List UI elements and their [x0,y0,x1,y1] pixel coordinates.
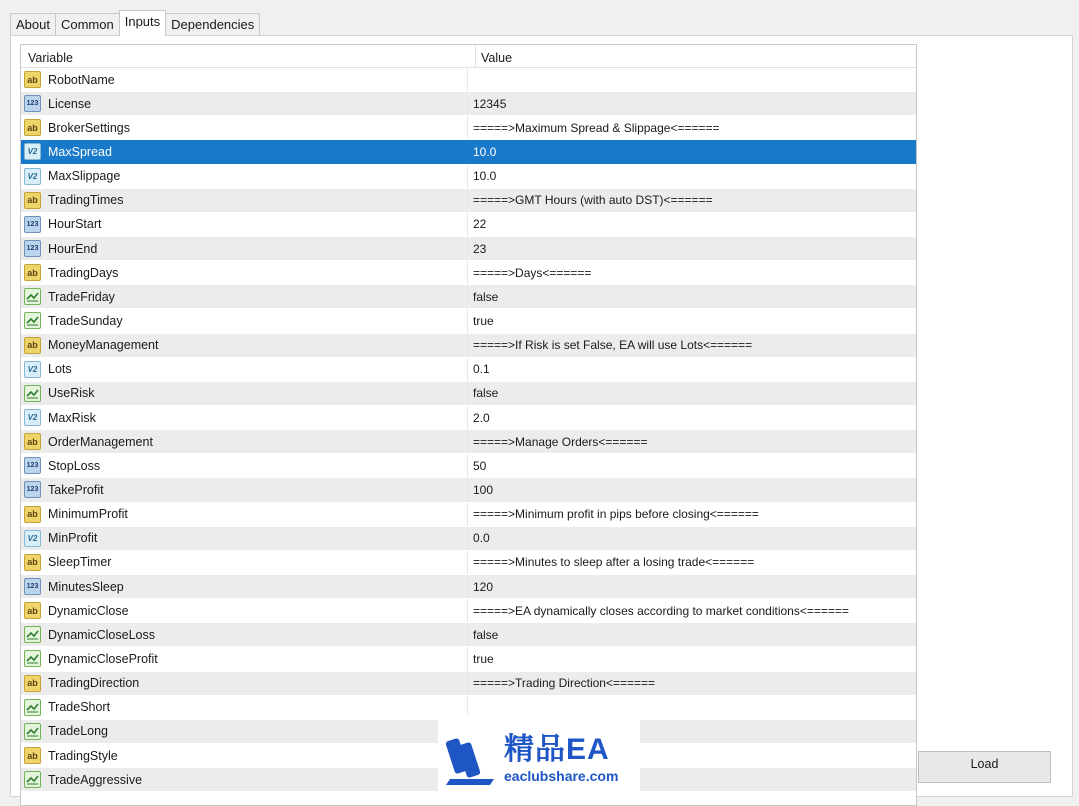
table-row[interactable] [21,478,916,502]
value-cell[interactable]: 12345 [473,96,507,111]
value-cell[interactable]: =====>GMT Hours (with auto DST)<====== [473,193,713,208]
table-row[interactable] [21,309,916,333]
integer-type-icon: 123 [24,481,41,498]
table-row[interactable] [21,358,916,382]
load-button[interactable]: Load [918,751,1051,783]
variable-cell [21,551,468,574]
bool-type-icon [24,650,41,667]
variable-name: TradeSunday [48,313,123,328]
table-row[interactable] [21,406,916,430]
value-cell[interactable]: =====>Minutes to sleep after a losing trade<====== [473,555,755,570]
table-row[interactable] [21,285,916,309]
variable-cell [21,623,468,646]
bool-type-icon [24,699,41,716]
variable-cell [21,503,468,526]
table-row[interactable] [21,382,916,406]
variable-cell [21,527,468,550]
table-row[interactable] [21,551,916,575]
grid-rows [21,68,916,792]
variable-name: MaxSpread [48,144,112,159]
variable-cell [21,575,468,598]
bool-type-icon [24,288,41,305]
string-type-icon: ab [24,554,41,571]
string-type-icon: ab [24,506,41,523]
string-type-icon: ab [24,119,41,136]
value-cell[interactable]: 120 [473,579,494,594]
variable-cell [21,478,468,501]
variable-name: BrokerSettings [48,120,130,135]
table-row[interactable] [21,213,916,237]
string-type-icon: ab [24,675,41,692]
value-cell[interactable]: 23 [473,241,487,256]
value-cell[interactable]: false [473,289,499,304]
value-cell[interactable]: =====>Trading Direction<====== [473,676,656,691]
value-cell[interactable]: =====>Maximum Spread & Slippage<====== [473,120,720,135]
variable-name: TradeLong [48,724,108,739]
variable-cell [21,430,468,453]
value-cell[interactable]: true [473,651,494,666]
column-header-value[interactable]: Value [481,51,513,65]
variable-name: TradeFriday [48,289,115,304]
variable-name: MinutesSleep [48,579,124,594]
variable-cell [21,92,468,115]
variable-name: UseRisk [48,386,95,401]
string-type-icon: ab [24,192,41,209]
value-cell[interactable]: =====>Manage Orders<====== [473,434,648,449]
variable-cell [21,454,468,477]
value-cell[interactable]: 100 [473,482,494,497]
table-row[interactable] [21,189,916,213]
variable-cell [21,309,468,332]
variable-name: MinProfit [48,531,98,546]
table-row[interactable] [21,92,916,116]
variable-name: DynamicCloseProfit [48,651,158,666]
integer-type-icon: 123 [24,240,41,257]
variable-cell [21,140,468,163]
value-cell[interactable]: true [473,313,494,328]
variable-name: TradingDirection [48,676,140,691]
double-type-icon: V2 [24,168,41,185]
tab-dependencies[interactable]: Dependencies [165,13,260,36]
watermark [438,715,640,802]
string-type-icon: ab [24,337,41,354]
double-type-icon: V2 [24,361,41,378]
tab-about[interactable]: About [10,13,56,36]
double-type-icon: V2 [24,409,41,426]
value-cell[interactable]: 22 [473,217,487,232]
variable-name: MinimumProfit [48,507,128,522]
variable-name: SleepTimer [48,555,112,570]
inputs-grid [20,44,917,806]
bool-type-icon [24,385,41,402]
value-cell[interactable]: 2.0 [473,410,490,425]
variable-cell [21,68,468,91]
value-cell[interactable]: =====>If Risk is set False, EA will use Lots<====== [473,338,753,353]
variable-cell [21,213,468,236]
value-cell[interactable]: 50 [473,458,487,473]
string-type-icon: ab [24,602,41,619]
watermark-url: eaclubshare.com [504,767,619,784]
value-cell[interactable]: =====>Days<====== [473,265,592,280]
variable-cell [21,237,468,260]
table-row[interactable] [21,575,916,599]
variable-cell [21,599,468,622]
table-row[interactable] [21,261,916,285]
variable-name: MaxSlippage [48,169,121,184]
variable-name: TradingDays [48,265,119,280]
tab-inputs[interactable]: Inputs [119,10,166,36]
table-row[interactable] [21,647,916,671]
variable-name: MoneyManagement [48,338,159,353]
value-cell[interactable]: =====>Minimum profit in pips before closing<====== [473,507,759,522]
table-row[interactable] [21,68,916,92]
inputs-panel [10,35,1073,797]
variable-cell [21,720,468,743]
string-type-icon: ab [24,433,41,450]
variable-name: DynamicClose [48,603,129,618]
value-cell[interactable]: false [473,386,499,401]
table-row[interactable] [21,672,916,696]
variable-name: Lots [48,362,72,377]
table-row[interactable] [21,599,916,623]
integer-type-icon: 123 [24,95,41,112]
variable-cell [21,768,468,791]
value-cell[interactable]: 0.0 [473,531,490,546]
value-cell[interactable]: false [473,627,499,642]
bool-type-icon [24,723,41,740]
tab-common[interactable]: Common [55,13,120,36]
integer-type-icon: 123 [24,578,41,595]
string-type-icon: ab [24,71,41,88]
table-row[interactable] [21,237,916,261]
variable-cell [21,744,468,767]
table-row[interactable] [21,334,916,358]
variable-name: HourEnd [48,241,98,256]
variable-name: TradeShort [48,700,111,715]
variable-name: MaxRisk [48,410,96,425]
column-header-variable[interactable]: Variable [21,45,476,67]
grid-header [21,45,916,68]
variable-cell [21,406,468,429]
variable-name: HourStart [48,217,102,232]
variable-name: RobotName [48,72,115,87]
table-row[interactable] [21,503,916,527]
integer-type-icon: 123 [24,216,41,233]
variable-cell [21,165,468,188]
table-row[interactable] [21,165,916,189]
string-type-icon: ab [24,264,41,281]
variable-name: TradingStyle [48,748,118,763]
variable-cell [21,672,468,695]
variable-name: OrderManagement [48,434,153,449]
variable-cell [21,285,468,308]
variable-cell [21,189,468,212]
variable-cell [21,116,468,139]
bool-type-icon [24,771,41,788]
variable-name: License [48,96,92,111]
value-cell[interactable]: 10.0 [473,169,497,184]
table-row[interactable] [21,140,916,164]
variable-name: DynamicCloseLoss [48,627,155,642]
value-cell[interactable]: 0.1 [473,362,490,377]
value-cell[interactable]: 10.0 [473,144,497,159]
string-type-icon: ab [24,747,41,764]
bool-type-icon [24,626,41,643]
double-type-icon: V2 [24,143,41,160]
table-row[interactable] [21,430,916,454]
table-row[interactable] [21,454,916,478]
variable-cell [21,334,468,357]
variable-cell [21,647,468,670]
variable-name: TakeProfit [48,482,104,497]
stack-logo-icon [442,729,502,789]
variable-name: TradeAggressive [48,772,143,787]
integer-type-icon: 123 [24,457,41,474]
variable-cell [21,261,468,284]
value-cell[interactable]: =====>EA dynamically closes according to market conditions<====== [473,603,849,618]
table-row[interactable] [21,116,916,140]
variable-name: StopLoss [48,458,101,473]
variable-name: TradingTimes [48,193,124,208]
variable-cell [21,382,468,405]
bool-type-icon [24,312,41,329]
variable-cell [21,358,468,381]
table-row[interactable] [21,527,916,551]
watermark-title: 精品EA [504,732,610,766]
table-row[interactable] [21,623,916,647]
variable-cell [21,696,468,719]
tab-bar [10,13,259,35]
double-type-icon: V2 [24,530,41,547]
